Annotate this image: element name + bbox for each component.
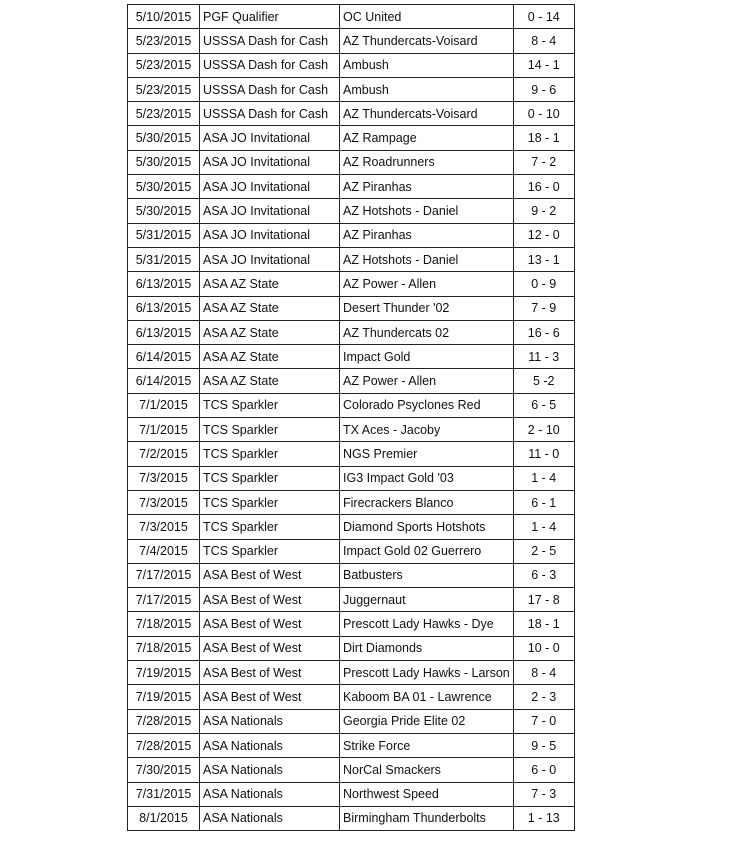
date-cell: 7/17/2015 — [128, 563, 200, 587]
table-row — [128, 199, 575, 223]
event-cell: ASA AZ State — [200, 345, 340, 369]
event-cell: ASA Nationals — [200, 709, 340, 733]
date-cell: 7/30/2015 — [128, 758, 200, 782]
date-cell: 7/3/2015 — [128, 466, 200, 490]
table-row — [128, 539, 575, 563]
score-cell: 13 - 1 — [513, 247, 574, 271]
event-cell: ASA JO Invitational — [200, 199, 340, 223]
table-row — [128, 53, 575, 77]
score-cell: 0 - 14 — [513, 5, 574, 29]
opponent-cell: Prescott Lady Hawks - Dye — [340, 612, 514, 636]
score-cell: 18 - 1 — [513, 612, 574, 636]
event-cell: PGF Qualifier — [200, 5, 340, 29]
table-row — [128, 223, 575, 247]
date-cell: 7/19/2015 — [128, 685, 200, 709]
table-row — [128, 636, 575, 660]
opponent-cell: NGS Premier — [340, 442, 514, 466]
table-row — [128, 782, 575, 806]
event-cell: ASA AZ State — [200, 369, 340, 393]
table-row — [128, 418, 575, 442]
opponent-cell: OC United — [340, 5, 514, 29]
score-cell: 11 - 0 — [513, 442, 574, 466]
table-row — [128, 29, 575, 53]
opponent-cell: IG3 Impact Gold '03 — [340, 466, 514, 490]
date-cell: 5/31/2015 — [128, 247, 200, 271]
score-cell: 6 - 1 — [513, 490, 574, 514]
score-cell: 1 - 4 — [513, 515, 574, 539]
opponent-cell: Ambush — [340, 77, 514, 101]
table-row — [128, 5, 575, 29]
opponent-cell: Impact Gold — [340, 345, 514, 369]
event-cell: USSSA Dash for Cash — [200, 53, 340, 77]
table-row — [128, 806, 575, 830]
score-cell: 9 - 2 — [513, 199, 574, 223]
table-row — [128, 296, 575, 320]
opponent-cell: AZ Rampage — [340, 126, 514, 150]
date-cell: 7/2/2015 — [128, 442, 200, 466]
date-cell: 7/28/2015 — [128, 733, 200, 757]
opponent-cell: Strike Force — [340, 733, 514, 757]
opponent-cell: AZ Piranhas — [340, 223, 514, 247]
date-cell: 5/10/2015 — [128, 5, 200, 29]
event-cell: ASA JO Invitational — [200, 175, 340, 199]
opponent-cell: Impact Gold 02 Guerrero — [340, 539, 514, 563]
date-cell: 6/13/2015 — [128, 320, 200, 344]
opponent-cell: AZ Piranhas — [340, 175, 514, 199]
score-cell: 16 - 6 — [513, 320, 574, 344]
date-cell: 5/30/2015 — [128, 150, 200, 174]
date-cell: 5/31/2015 — [128, 223, 200, 247]
opponent-cell: AZ Roadrunners — [340, 150, 514, 174]
event-cell: ASA AZ State — [200, 320, 340, 344]
event-cell: ASA Best of West — [200, 612, 340, 636]
results-table — [127, 4, 575, 831]
table-row — [128, 345, 575, 369]
table-row — [128, 661, 575, 685]
score-cell: 2 - 10 — [513, 418, 574, 442]
opponent-cell: AZ Thundercats 02 — [340, 320, 514, 344]
opponent-cell: Desert Thunder '02 — [340, 296, 514, 320]
opponent-cell: Juggernaut — [340, 588, 514, 612]
score-cell: 8 - 4 — [513, 661, 574, 685]
date-cell: 7/3/2015 — [128, 490, 200, 514]
event-cell: ASA Best of West — [200, 636, 340, 660]
event-cell: ASA Nationals — [200, 758, 340, 782]
event-cell: ASA Best of West — [200, 588, 340, 612]
date-cell: 5/23/2015 — [128, 53, 200, 77]
table-row — [128, 150, 575, 174]
score-cell: 9 - 6 — [513, 77, 574, 101]
event-cell: ASA JO Invitational — [200, 126, 340, 150]
date-cell: 7/18/2015 — [128, 636, 200, 660]
date-cell: 5/30/2015 — [128, 199, 200, 223]
score-cell: 2 - 5 — [513, 539, 574, 563]
score-cell: 0 - 9 — [513, 272, 574, 296]
date-cell: 6/13/2015 — [128, 296, 200, 320]
table-row — [128, 320, 575, 344]
score-cell: 7 - 0 — [513, 709, 574, 733]
date-cell: 6/14/2015 — [128, 369, 200, 393]
opponent-cell: AZ Hotshots - Daniel — [340, 247, 514, 271]
score-cell: 8 - 4 — [513, 29, 574, 53]
event-cell: ASA Nationals — [200, 782, 340, 806]
opponent-cell: Birmingham Thunderbolts — [340, 806, 514, 830]
date-cell: 7/1/2015 — [128, 393, 200, 417]
opponent-cell: Ambush — [340, 53, 514, 77]
score-cell: 9 - 5 — [513, 733, 574, 757]
score-cell: 7 - 2 — [513, 150, 574, 174]
opponent-cell: Batbusters — [340, 563, 514, 587]
event-cell: ASA JO Invitational — [200, 150, 340, 174]
event-cell: TCS Sparkler — [200, 393, 340, 417]
table-row — [128, 685, 575, 709]
date-cell: 5/23/2015 — [128, 29, 200, 53]
score-cell: 11 - 3 — [513, 345, 574, 369]
score-cell: 7 - 3 — [513, 782, 574, 806]
table-row — [128, 709, 575, 733]
table-row — [128, 369, 575, 393]
score-cell: 18 - 1 — [513, 126, 574, 150]
date-cell: 7/18/2015 — [128, 612, 200, 636]
results-table-body — [128, 5, 575, 831]
event-cell: TCS Sparkler — [200, 515, 340, 539]
table-row — [128, 272, 575, 296]
date-cell: 7/19/2015 — [128, 661, 200, 685]
score-cell: 17 - 8 — [513, 588, 574, 612]
date-cell: 6/13/2015 — [128, 272, 200, 296]
score-cell: 14 - 1 — [513, 53, 574, 77]
table-row — [128, 466, 575, 490]
table-row — [128, 588, 575, 612]
table-row — [128, 612, 575, 636]
score-cell: 6 - 5 — [513, 393, 574, 417]
table-row — [128, 102, 575, 126]
opponent-cell: Diamond Sports Hotshots — [340, 515, 514, 539]
opponent-cell: Kaboom BA 01 - Lawrence — [340, 685, 514, 709]
table-row — [128, 175, 575, 199]
opponent-cell: TX Aces - Jacoby — [340, 418, 514, 442]
date-cell: 5/23/2015 — [128, 102, 200, 126]
date-cell: 7/4/2015 — [128, 539, 200, 563]
event-cell: USSSA Dash for Cash — [200, 102, 340, 126]
table-row — [128, 393, 575, 417]
score-cell: 2 - 3 — [513, 685, 574, 709]
table-row — [128, 247, 575, 271]
date-cell: 7/28/2015 — [128, 709, 200, 733]
opponent-cell: AZ Thundercats-Voisard — [340, 29, 514, 53]
opponent-cell: Dirt Diamonds — [340, 636, 514, 660]
event-cell: USSSA Dash for Cash — [200, 77, 340, 101]
score-cell: 0 - 10 — [513, 102, 574, 126]
opponent-cell: NorCal Smackers — [340, 758, 514, 782]
opponent-cell: Firecrackers Blanco — [340, 490, 514, 514]
event-cell: ASA Best of West — [200, 563, 340, 587]
date-cell: 7/17/2015 — [128, 588, 200, 612]
table-row — [128, 758, 575, 782]
opponent-cell: AZ Power - Allen — [340, 272, 514, 296]
event-cell: ASA AZ State — [200, 272, 340, 296]
event-cell: TCS Sparkler — [200, 490, 340, 514]
table-row — [128, 442, 575, 466]
score-cell: 1 - 13 — [513, 806, 574, 830]
score-cell: 16 - 0 — [513, 175, 574, 199]
opponent-cell: AZ Hotshots - Daniel — [340, 199, 514, 223]
event-cell: TCS Sparkler — [200, 418, 340, 442]
score-cell: 6 - 3 — [513, 563, 574, 587]
event-cell: ASA JO Invitational — [200, 247, 340, 271]
table-row — [128, 563, 575, 587]
opponent-cell: Prescott Lady Hawks - Larson — [340, 661, 514, 685]
event-cell: ASA Best of West — [200, 685, 340, 709]
opponent-cell: Northwest Speed — [340, 782, 514, 806]
opponent-cell: AZ Thundercats-Voisard — [340, 102, 514, 126]
opponent-cell: Georgia Pride Elite 02 — [340, 709, 514, 733]
event-cell: ASA AZ State — [200, 296, 340, 320]
score-cell: 5 -2 — [513, 369, 574, 393]
event-cell: TCS Sparkler — [200, 442, 340, 466]
table-row — [128, 77, 575, 101]
date-cell: 5/30/2015 — [128, 126, 200, 150]
event-cell: ASA JO Invitational — [200, 223, 340, 247]
event-cell: ASA Nationals — [200, 806, 340, 830]
event-cell: USSSA Dash for Cash — [200, 29, 340, 53]
event-cell: TCS Sparkler — [200, 466, 340, 490]
table-row — [128, 515, 575, 539]
score-cell: 6 - 0 — [513, 758, 574, 782]
date-cell: 7/1/2015 — [128, 418, 200, 442]
event-cell: ASA Best of West — [200, 661, 340, 685]
event-cell: TCS Sparkler — [200, 539, 340, 563]
date-cell: 7/3/2015 — [128, 515, 200, 539]
score-cell: 1 - 4 — [513, 466, 574, 490]
opponent-cell: Colorado Psyclones Red — [340, 393, 514, 417]
date-cell: 6/14/2015 — [128, 345, 200, 369]
score-cell: 12 - 0 — [513, 223, 574, 247]
score-cell: 7 - 9 — [513, 296, 574, 320]
table-row — [128, 126, 575, 150]
opponent-cell: AZ Power - Allen — [340, 369, 514, 393]
event-cell: ASA Nationals — [200, 733, 340, 757]
date-cell: 8/1/2015 — [128, 806, 200, 830]
date-cell: 7/31/2015 — [128, 782, 200, 806]
date-cell: 5/23/2015 — [128, 77, 200, 101]
table-row — [128, 733, 575, 757]
table-row — [128, 490, 575, 514]
date-cell: 5/30/2015 — [128, 175, 200, 199]
score-cell: 10 - 0 — [513, 636, 574, 660]
